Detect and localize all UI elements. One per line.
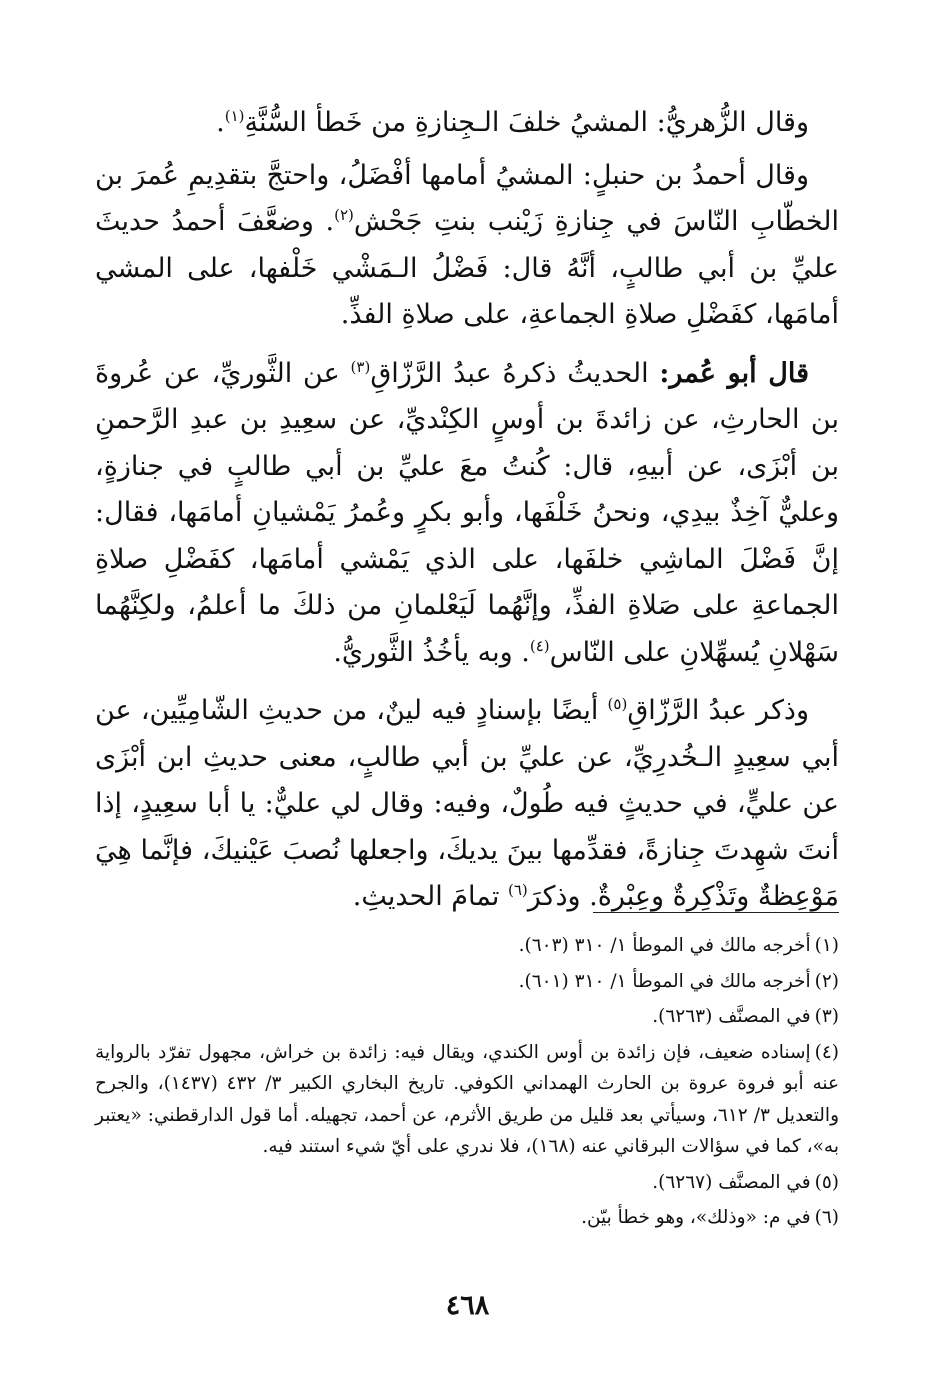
footnote-2 (95, 966, 839, 998)
footnote-separator (593, 912, 839, 913)
footnote-number: (٥) (814, 1171, 839, 1193)
footnote-number: (١) (814, 935, 839, 956)
footnote-number: (٦) (814, 1207, 839, 1228)
paragraph-3 (95, 351, 839, 677)
paragraph-3-text-b: عن الثَّوريِّ، عن عُروةَ بن الحارثِ، عن زائدةَ بن أوسٍ الكِنْديِّ، عن سعِيدِ بن عبدِ الرَّحمنِ بن أبْزَى، عن أبيهِ، قال: كُنتُ معَ عليِّ بن أبي طالبٍ في جنازةٍ، وعليٌّ آخِذٌ بيدِي، ونحنُ خَلْفَها، وأبو بكرٍ وعُمرُ يَمْشيانِ أمامَها، فقال: إنَّ فَضْلَ الماشِي خلفَها، على الذي يَمْشي أمامَها، كفَضْلِ صلاةِ الجماعةِ على صَلاةِ الفذِّ، وإنَّهُما لَيَعْلمانِ من ذلكَ ما أعلمُ، ولكِنَّهُما سَهْلانِ يُسهِّلانِ على النّاس (95, 357, 839, 668)
paragraph-4-text-c: تمامَ الحديثِ. (352, 881, 508, 912)
page-number: ٤٦٨ (445, 1290, 490, 1321)
footnote-3 (95, 1001, 839, 1033)
paragraph-3-text-a: الحديثُ ذكرهُ عبدُ الرَّزّاقِ (370, 357, 660, 389)
footnotes (95, 930, 839, 1238)
footnote-text: إسناده ضعيف، فإن زائدة بن أوس الكندي، ويقال فيه: زائدة بن خراش، مجهول تفرّد بالرواية عنه أبو فروة عروة بن الحارث الهمداني الكوفي. تاريخ البخاري الكبير ٣/ ٤٣٢ (١٤٣٧)، والجرح والتعديل ٣/ ٦١٢، وسيأتي بعد قليل من طريق الأثرم، عن أحمد، تجهيله. أما قول الدارقطني: «يعتبر به»، كما في سؤالات البرقاني عنه (١٦٨)، فلا ندري على أيّ شيء استند فيه. (95, 1041, 839, 1157)
footnote-text: في المصنَّف (٦٢٦٣). (652, 1006, 811, 1027)
footnote-6 (95, 1202, 839, 1234)
footnote-ref-4[interactable]: (٤) (529, 636, 550, 655)
paragraph-3-lead: قال أبو عُمر: (659, 357, 809, 389)
footnote-ref-3[interactable]: (٣) (350, 357, 371, 376)
main-text (95, 100, 839, 933)
paragraph-2 (95, 153, 839, 339)
paragraph-4-text-b: أيضًا بإسنادٍ فيه لينٌ، من حديثِ الشّامِيِّين، عن أبي سعِيدٍ الـخُدرِيِّ، عن عليِّ بن أبي طالبٍ، معنى حديثِ ابن أبْزَى عن عليٍّ، في حديثٍ فيه طُولٌ، وفيه: وقال لي عليٌّ: يا أبا سعِيدٍ، إذا أنتَ شهِدتَ جِنازةً، فقدِّمها بينَ يديكَ، واجعلها نُصبَ عَيْنيكَ، فإنَّما هِيَ مَوْعِظةٌ وتَذْكِرةٌ وعِبْرةٌ. وذكرَ (95, 695, 839, 912)
footnote-number: (٣) (814, 1006, 839, 1027)
paragraph-2-text-a: وقال أحمدُ بن حنبلٍ: المشيُ أمامها أفْضَلُ، واحتجَّ بتقدِيمِ عُمرَ بن الخطّابِ النّاسَ في جِنازةِ زَيْنب بنتِ جَحْش (95, 159, 839, 237)
footnote-number: (٤) (814, 1041, 839, 1063)
footnote-text: في م: «وذلك»، وهو خطأ بيّن. (581, 1207, 811, 1228)
paragraph-3-text-c: . وبه يأخُذُ الثَّوريُّ. (333, 636, 530, 668)
footnote-text: أخرجه مالك في الموطأ ١/ ٣١٠ (٦٠٣). (518, 935, 811, 956)
footnote-text: أخرجه مالك في الموطأ ١/ ٣١٠ (٦٠١). (518, 970, 811, 992)
footnote-ref-1[interactable]: (١) (224, 107, 245, 125)
paragraph-1 (95, 100, 839, 147)
footnote-ref-2[interactable]: (٢) (334, 206, 354, 224)
footnote-1 (95, 930, 839, 962)
paragraph-1-text: وقال الزُّهريُّ: المشيُ خلفَ الـجِنازةِ من خَطأ السُّنَّةِ (244, 107, 809, 138)
footnote-5 (95, 1167, 839, 1199)
footnote-ref-5[interactable]: (٥) (607, 695, 628, 713)
paragraph-1-end: . (216, 107, 225, 138)
paragraph-4 (95, 688, 839, 921)
footnote-text: في المصنَّف (٦٢٦٧). (652, 1171, 811, 1193)
paragraph-4-text-a: وذكر عبدُ الرَّزّاقِ (627, 695, 809, 726)
footnote-number: (٢) (814, 970, 839, 992)
footnote-ref-6[interactable]: (٦) (507, 881, 528, 899)
footnote-4 (95, 1037, 839, 1163)
paragraph-2-text-b: . وضعَّفَ أحمدُ حديثَ عليِّ بن أبي طالبٍ، أنَّهُ قال: فَضْلُ الـمَشْي خَلْفها، على المشي أمامَها، كفَضْلِ صلاةِ الجماعةِ، على صلاةِ الفذِّ. (95, 206, 839, 330)
